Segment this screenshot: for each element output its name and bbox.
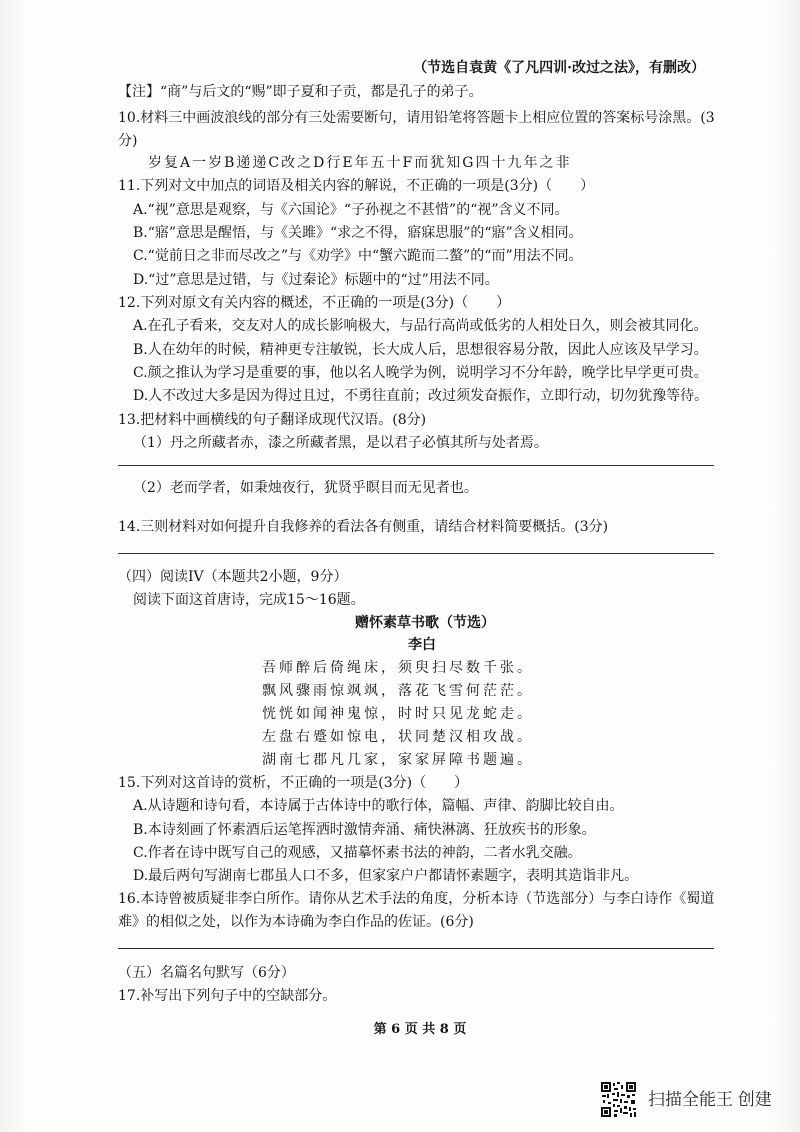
- answer-line: [118, 948, 714, 949]
- q13-item2: （2）老而学者，如秉烛夜行，犹贤乎瞑目而无见者也。: [133, 480, 478, 496]
- q15-stem: 15.下列对这首诗的赏析，不正确的一项是(3分)（ ）: [118, 775, 469, 791]
- q12-option-d: D.人不改过大多是因为得过且过，不勇往直前；改过须发奋振作，立即行动，切勿犹豫等待。: [133, 388, 709, 404]
- q12-option-b: B.人在幼年的时候，精神更专注敏锐，长大成人后，思想很容易分散，因此人应该及早学习。: [133, 342, 708, 358]
- q10-stem-line1: 10.材料三中画波浪线的部分有三处需要断句，请用铅笔将答题卡上相应位置的答案标号涂黑。(3: [118, 110, 715, 126]
- q10-sentence: 岁复A一岁B递递C改之D行E年五十F而犹知G四十九年之非: [148, 155, 572, 171]
- q12-option-a: A.在孔子看来，交友对人的成长影响极大，与品行高尚或低劣的人相处日久，则会被其同化。: [133, 318, 708, 334]
- q12-option-c: C.颜之推认为学习是重要的事，他以名人晚学为例，说明学习不分年龄，晚学比早学更可贵。: [133, 365, 708, 381]
- poem-author: 李白: [408, 637, 436, 653]
- q15-option-d: D.最后两句写湖南七郡虽人口不多，但家家户户都请怀素题字，表明其造诣非凡。: [133, 868, 639, 884]
- answer-line: [118, 553, 714, 554]
- poem-line: 湖南七郡凡几家，家家屏障书题遍。: [262, 752, 534, 768]
- q15-option-c: C.作者在诗中既写自己的观感，又描摹怀素书法的神韵，二者水乳交融。: [133, 845, 582, 861]
- poem-line: 吾师醉后倚绳床，须臾扫尽数千张。: [262, 660, 534, 676]
- q11-option-b: B.“寤”意思是醒悟，与《关雎》“求之不得，寤寐思服”的“寤”含义相同。: [133, 225, 583, 241]
- q13-stem: 13.把材料中画横线的句子翻译成现代汉语。(8分): [118, 412, 427, 428]
- poem-line: 恍恍如闻神鬼惊，时时只见龙蛇走。: [262, 706, 534, 722]
- q11-stem: 11.下列对文中加点的词语及相关内容的解说，不正确的一项是(3分)（ ）: [118, 178, 595, 194]
- answer-line: [118, 465, 714, 466]
- q17-stem: 17.补写出下列句子中的空缺部分。: [118, 988, 337, 1004]
- q11-option-c: C.“觉前日之非而尽改之”与《劝学》中“蟹六跪而二螯”的“而”用法不同。: [133, 248, 583, 264]
- q16-stem-line2: 难》的相似之处，以作为本诗确为李白作品的佐证。(6分): [118, 914, 474, 930]
- q15-option-b: B.本诗刻画了怀素酒后运笔挥洒时激情奔涌、痛快淋漓、狂放疾书的形象。: [133, 822, 596, 838]
- q12-stem: 12.下列对原文有关内容的概述，不正确的一项是(3分)（ ）: [118, 295, 511, 311]
- source-note: （节选自袁黄《了凡四训·改过之法》，有删改）: [413, 60, 705, 76]
- q10-stem-line2: 分): [118, 133, 138, 149]
- poem-line: 左盘右蹙如惊电，状同楚汉相攻战。: [262, 729, 534, 745]
- annotation-note: 【注】“商”与后文的“赐”即子夏和子贡，都是孔子的弟子。: [118, 84, 483, 100]
- q13-item1: （1）丹之所藏者赤，漆之所藏者黑，是以君子必慎其所与处者焉。: [133, 435, 548, 451]
- page-number: 第 6 页 共 8 页: [373, 1022, 467, 1037]
- q11-option-a: A.“视”意思是观察，与《六国论》“子孙视之不甚惜”的“视”含义不同。: [133, 202, 569, 218]
- section5-heading: （五）名篇名句默写（6分）: [118, 965, 295, 981]
- q11-option-d: D.“过”意思是过错，与《过秦论》标题中的“过”用法不同。: [133, 272, 499, 288]
- qr-code-icon: [600, 1081, 637, 1118]
- scanner-watermark: 扫描全能王 创建: [648, 1090, 772, 1109]
- poem-title: 赠怀素草书歌（节选）: [355, 615, 495, 631]
- q14-stem: 14.三则材料对如何提升自我修养的看法各有侧重，请结合材料简要概括。(3分): [118, 519, 609, 535]
- q16-stem-line1: 16.本诗曾被质疑非李白所作。请你从艺术手法的角度，分析本诗（节选部分）与李白诗作《蜀道: [118, 891, 715, 907]
- section4-heading: （四）阅读IV（本题共2小题，9分）: [118, 569, 348, 585]
- section4-instruction: 阅读下面这首唐诗，完成15～16题。: [133, 592, 365, 608]
- q15-option-a: A.从诗题和诗句看，本诗属于古体诗中的歌行体，篇幅、声律、韵脚比较自由。: [133, 798, 624, 814]
- poem-line: 飘风骤雨惊飒飒，落花飞雪何茫茫。: [262, 683, 534, 699]
